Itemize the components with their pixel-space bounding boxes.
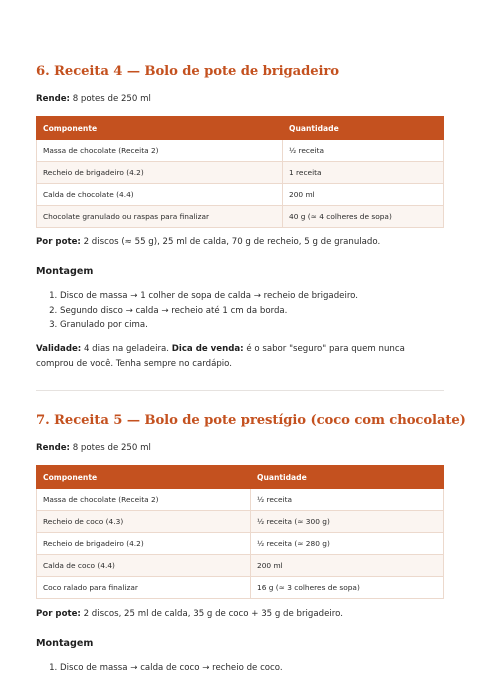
- column-header-quantity: Quantidade: [283, 117, 444, 140]
- sales-tip-value: é o sabor "seguro" para quem nunca comprou de você. Tenha sempre no cardápio.: [36, 344, 405, 369]
- table-row: [37, 533, 444, 555]
- table-row: [37, 489, 444, 511]
- table-row: [37, 511, 444, 533]
- table-cell: Calda de chocolate (4.4): [37, 184, 283, 206]
- table-cell: 200 ml: [251, 555, 444, 577]
- list-item: 2. Segundo disco → calda → recheio até 1 cm da borda.: [60, 304, 468, 319]
- validity-paragraph: [36, 342, 444, 372]
- table-header-row: [37, 117, 444, 140]
- per-pot-line: [36, 235, 444, 250]
- table-row: [37, 184, 444, 206]
- section-title-recipe-5: 7. Receita 5 — Bolo de pote prestígio (coco com chocolate): [36, 413, 466, 428]
- table-cell: ½ receita: [283, 140, 444, 162]
- table-cell: ½ receita (≈ 280 g): [251, 533, 444, 555]
- assembly-heading: Montagem: [36, 638, 94, 649]
- section-divider: [36, 390, 444, 391]
- yield-label: Rende:: [36, 94, 70, 104]
- per-pot-label: Por pote:: [36, 609, 81, 619]
- yield-label: Rende:: [36, 443, 70, 453]
- column-header-component: Componente: [37, 117, 283, 140]
- per-pot-value: 2 discos, 25 ml de calda, 35 g de coco + 35 g de brigadeiro.: [80, 609, 343, 619]
- validity-label: Validade:: [36, 344, 82, 354]
- table-cell: 1 receita: [283, 162, 444, 184]
- ingredients-table: [36, 116, 444, 228]
- table-cell: 40 g (≈ 4 colheres de sopa): [283, 206, 444, 228]
- yield-value: 8 potes de 250 ml: [69, 443, 151, 453]
- table-cell: Recheio de coco (4.3): [37, 511, 251, 533]
- table-row: [37, 162, 444, 184]
- table-cell: Chocolate granulado ou raspas para finalizar: [37, 206, 283, 228]
- table-cell: Recheio de brigadeiro (4.2): [37, 162, 283, 184]
- assembly-steps-list: [36, 661, 468, 676]
- assembly-heading: Montagem: [36, 266, 94, 277]
- table-cell: Recheio de brigadeiro (4.2): [37, 533, 251, 555]
- table-cell: 200 ml: [283, 184, 444, 206]
- table-cell: Coco ralado para finalizar: [37, 577, 251, 599]
- sales-tip-label: Dica de venda:: [171, 344, 244, 354]
- column-header-component: Componente: [37, 466, 251, 489]
- table-row: [37, 140, 444, 162]
- yield-line: [36, 441, 444, 456]
- assembly-steps-list: [36, 289, 468, 333]
- ingredients-table-container: [36, 465, 444, 599]
- yield-value: 8 potes de 250 ml: [69, 94, 151, 104]
- list-item: 1. Disco de massa → 1 colher de sopa de calda → recheio de brigadeiro.: [60, 289, 468, 304]
- table-cell: ½ receita: [251, 489, 444, 511]
- table-row: [37, 206, 444, 228]
- yield-line: [36, 92, 444, 107]
- column-header-quantity: Quantidade: [251, 466, 444, 489]
- per-pot-line: [36, 607, 444, 622]
- per-pot-label: Por pote:: [36, 237, 81, 247]
- table-cell: Massa de chocolate (Receita 2): [37, 489, 251, 511]
- table-cell: ½ receita (≈ 300 g): [251, 511, 444, 533]
- table-cell: 16 g (≈ 3 colheres de sopa): [251, 577, 444, 599]
- table-cell: Massa de chocolate (Receita 2): [37, 140, 283, 162]
- table-header-row: [37, 466, 444, 489]
- list-item: 1. Disco de massa → calda de coco → recheio de coco.: [60, 661, 468, 676]
- validity-value: 4 dias na geladeira.: [81, 344, 172, 354]
- ingredients-table: [36, 465, 444, 599]
- table-cell: Calda de coco (4.4): [37, 555, 251, 577]
- section-title-recipe-4: 6. Receita 4 — Bolo de pote de brigadeiro: [36, 64, 339, 79]
- table-row: [37, 577, 444, 599]
- list-item: 3. Granulado por cima.: [60, 318, 468, 333]
- per-pot-value: 2 discos (≈ 55 g), 25 ml de calda, 70 g de recheio, 5 g de granulado.: [80, 237, 381, 247]
- table-row: [37, 555, 444, 577]
- ingredients-table-container: [36, 116, 444, 228]
